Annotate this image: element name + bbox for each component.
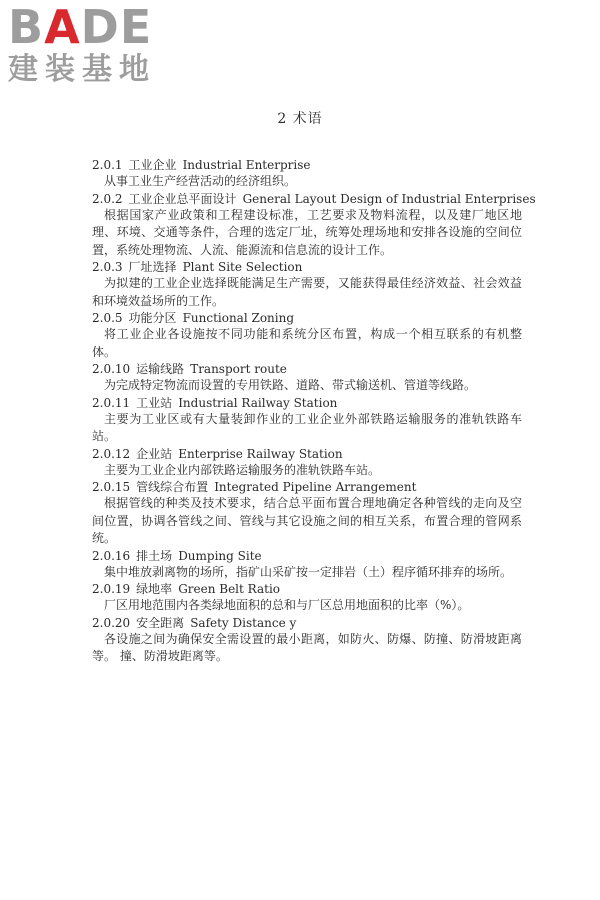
term-number: 2.0.12 xyxy=(92,446,131,461)
term-entry xyxy=(92,259,522,310)
chapter-title: 2 术语 xyxy=(277,111,323,127)
term-definition: 为完成特定物流而设置的专用铁路、道路、带式输送机、管道等线路。 xyxy=(104,378,477,392)
term-chinese-name: 厂址选择 xyxy=(128,260,177,274)
term-number: 2.0.15 xyxy=(92,480,131,494)
term-entry xyxy=(92,615,522,666)
term-number: 2.0.10 xyxy=(92,362,131,376)
term-english-name: Safety Distance y xyxy=(190,615,297,630)
term-entry xyxy=(92,191,536,260)
term-heading xyxy=(92,615,522,631)
term-english-name: Transport route xyxy=(190,362,287,376)
term-chinese-name: 企业站 xyxy=(136,446,173,461)
term-list xyxy=(92,157,536,666)
term-english-name: Green Belt Ratio xyxy=(178,582,280,596)
term-definition: 根据管线的种类及技术要求，结合总平面布置合理地确定各种管线的走向及空间位置，协调各管线之间、管线与其它设施之间的相互关系，布置合理的管网系统。 xyxy=(92,496,522,545)
term-heading xyxy=(92,361,522,377)
term-number: 2.0.11 xyxy=(92,395,131,410)
logo-letter-a: A xyxy=(44,0,81,54)
term-definition: 集中堆放剥离物的场所，指矿山采矿按一定排岩（土）程序循环排弃的场所。 xyxy=(104,564,513,579)
term-entry xyxy=(92,361,522,395)
term-entry xyxy=(92,446,522,480)
term-entry xyxy=(92,395,522,446)
term-number: 2.0.1 xyxy=(92,158,123,172)
term-entry xyxy=(92,310,522,361)
term-chinese-name: 工业站 xyxy=(136,395,173,410)
term-chinese-name: 工业企业总平面设计 xyxy=(128,191,237,206)
term-heading xyxy=(92,395,522,411)
logo-chinese-text: 建装基地 xyxy=(8,52,156,87)
term-entry xyxy=(92,157,522,191)
term-english-name: Industrial Railway Station xyxy=(178,395,338,410)
term-number: 2.0.16 xyxy=(92,548,131,563)
logo-wordmark xyxy=(8,2,178,52)
term-entry xyxy=(92,479,522,548)
term-chinese-name: 工业企业 xyxy=(128,158,177,172)
term-chinese-name: 功能分区 xyxy=(128,311,177,325)
term-heading xyxy=(92,446,522,462)
site-logo xyxy=(8,2,178,94)
term-chinese-name: 绿地率 xyxy=(136,582,173,596)
term-english-name: Plant Site Selection xyxy=(182,260,303,274)
term-heading xyxy=(92,581,522,597)
term-number: 2.0.5 xyxy=(92,311,123,325)
term-definition: 主要为工业企业内部铁路运输服务的准轨铁路车站。 xyxy=(104,462,381,477)
term-english-name: General Layout Design of Industrial Enterprises xyxy=(242,191,536,206)
term-english-name: Enterprise Railway Station xyxy=(178,446,343,461)
term-heading xyxy=(92,310,522,326)
term-definition: 各设施之间为确保安全需设置的最小距离，如防火、防爆、防撞、防滑坡距离等。 撞、防滑坡距离等。 xyxy=(92,631,522,663)
term-english-name: Functional Zoning xyxy=(182,311,295,325)
term-number: 2.0.2 xyxy=(92,191,123,206)
term-heading xyxy=(92,548,522,564)
term-english-name: Dumping Site xyxy=(178,548,262,563)
logo-letter-b: B xyxy=(8,0,45,54)
term-entry xyxy=(92,548,522,582)
term-definition: 主要为工业区或有大量装卸作业的工业企业外部铁路运输服务的准轨铁路车站。 xyxy=(92,411,522,443)
term-definition: 从事工业生产经营活动的经济组织。 xyxy=(104,174,297,188)
term-heading xyxy=(92,157,522,173)
term-definition: 将工业企业各设施按不同功能和系统分区布置，构成一个相互联系的有机整体。 xyxy=(92,327,522,359)
term-definition: 根据国家产业政策和工程建设标准，工艺要求及物料流程，以及建厂地区地理、环境、交通等条件，合理的选定厂址，统筹处理场地和安排各设施的空间位置，系统处理物流、人流、能源流和信息流的设计工作。 xyxy=(92,207,522,257)
term-heading xyxy=(92,259,522,275)
term-chinese-name: 排土场 xyxy=(136,548,173,563)
term-chinese-name: 运输线路 xyxy=(136,362,185,376)
logo-letters-de: DE xyxy=(80,0,153,54)
term-number: 2.0.20 xyxy=(92,615,131,630)
term-chinese-name: 管线综合布置 xyxy=(136,480,209,494)
term-heading xyxy=(92,479,522,495)
term-english-name: Industrial Enterprise xyxy=(182,158,311,172)
term-chinese-name: 安全距离 xyxy=(136,615,185,630)
term-english-name: Integrated Pipeline Arrangement xyxy=(214,480,417,494)
term-definition: 厂区用地范围内各类绿地面积的总和与厂区总用地面积的比率（%）。 xyxy=(104,598,470,612)
term-heading xyxy=(92,191,536,207)
term-number: 2.0.19 xyxy=(92,582,131,596)
term-number: 2.0.3 xyxy=(92,260,123,274)
term-definition: 为拟建的工业企业选择既能满足生产需要，又能获得最佳经济效益、社会效益和环境效益场所的工作。 xyxy=(92,276,522,308)
term-entry xyxy=(92,581,522,615)
